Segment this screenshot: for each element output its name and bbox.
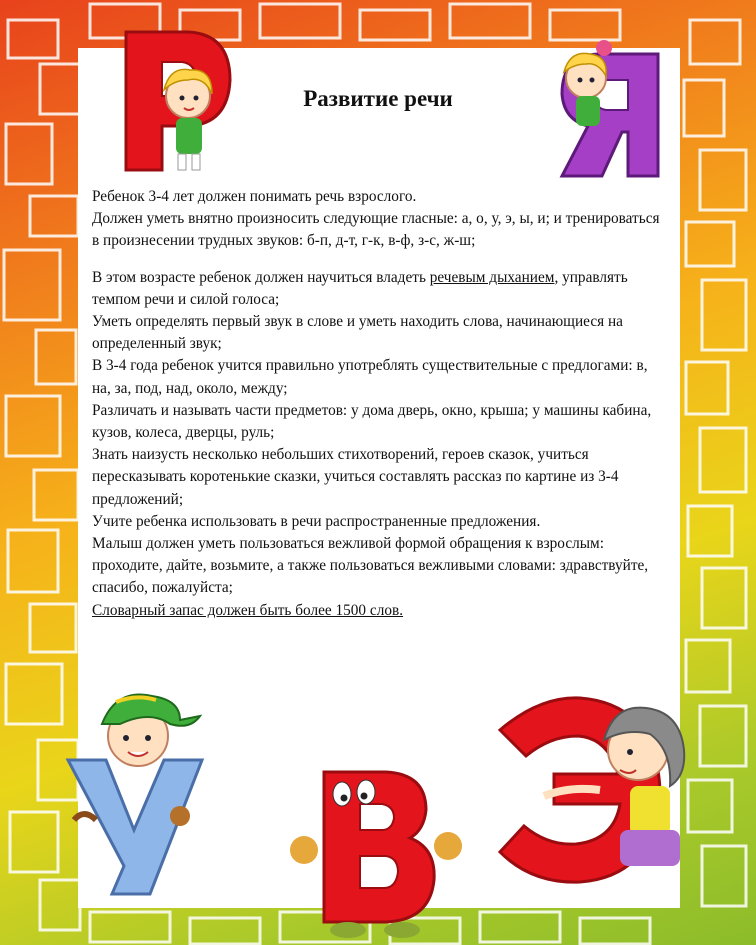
paragraph-sentences: Учите ребенка использовать в речи распространенные предложения.: [92, 512, 541, 530]
paragraph-poems: Знать наизусть несколько небольших стихотворений, героев сказок, учиться пересказывать коротенькие сказки, учиться составлять рассказ по картине из 3-4 предложений;: [92, 446, 619, 508]
letter-u-illustration: [60, 680, 220, 910]
paragraph-prepositions: В 3-4 года ребенок учится правильно употреблять существительные с предлогами: в, на, за, под, над, около, между;: [92, 357, 648, 397]
paragraph-first-sound: Уметь определять первый звук в слове и уметь находить слова, начинающиеся на определенный звук;: [92, 313, 623, 353]
paragraph-breathing: [92, 267, 662, 311]
breathing-text-end: , управлять темпом речи и силой голоса;: [92, 268, 628, 308]
breathing-text-start: В этом возрасте ребенок должен научиться владеть: [92, 268, 430, 286]
letter-e-illustration: [480, 690, 700, 890]
article-body: [92, 186, 662, 622]
paragraph-understanding: Ребенок 3-4 лет должен понимать речь взрослого.: [92, 188, 417, 205]
paragraph-politeness: Малыш должен уметь пользоваться вежливой формой обращения к взрослым: проходите, дайте, возьмите, а также пользоваться вежливыми словами: здравствуйте, спасибо, пожалуйста;: [92, 535, 649, 597]
letter-v-illustration: [286, 760, 466, 940]
paragraph-vocabulary: [92, 600, 662, 622]
paragraph-object-parts: Различать и называть части предметов: у дома дверь, окно, крыша; у машины кабина, кузов, колеса, дверцы, руль;: [92, 401, 652, 442]
vocabulary-underlined-text: Словарный запас должен быть более 1500 слов.: [92, 601, 404, 619]
breathing-underlined-term: речевым дыханием: [429, 268, 555, 286]
paragraph-vowels: Должен уметь внятно произносить следующие гласные: а, о, у, э, ы, и; и тренироваться в произнесении трудных звуков: б-п, д-т, г-к, в-ф, з-с, ж-ш;: [92, 210, 660, 250]
page-title: Развитие речи: [303, 86, 453, 111]
